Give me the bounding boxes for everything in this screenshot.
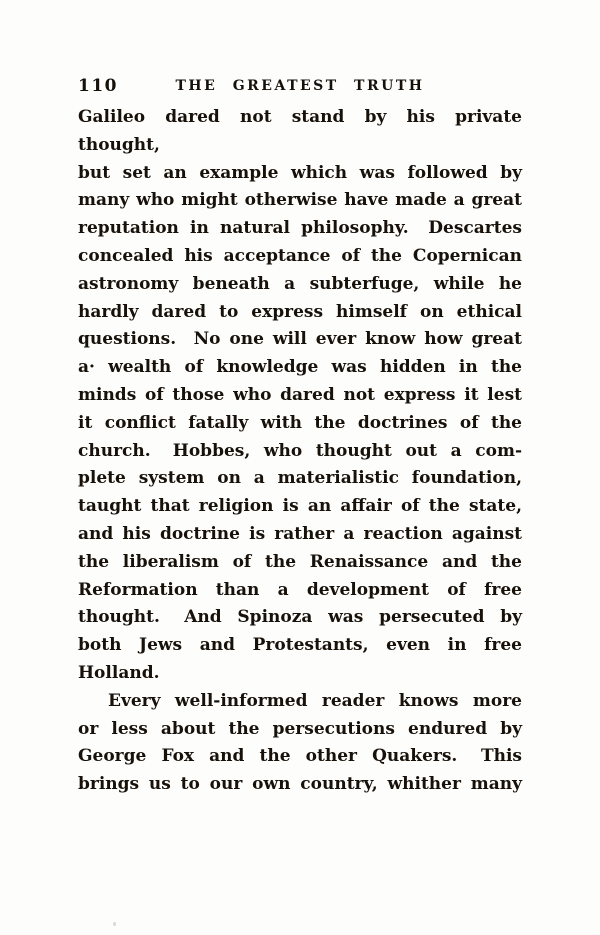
text-line: hardly dared to express himself on ethical xyxy=(78,301,522,322)
text-line: concealed his acceptance of the Copernican xyxy=(78,245,522,266)
text-line: questions. No one will ever know how great xyxy=(78,329,522,350)
text-line: or less about the persecutions endured by xyxy=(78,718,522,739)
page-column xyxy=(78,77,522,799)
text-line: Reformation than a development of free xyxy=(78,579,522,600)
text-line: Galileo dared not stand by his private thought, xyxy=(78,107,522,155)
text-line: Holland. xyxy=(78,662,160,683)
text-line: the liberalism of the Renaissance and the xyxy=(78,551,522,572)
text-line: and his doctrine is rather a reaction against xyxy=(78,523,522,544)
text-line: plete system on a materialistic foundation, xyxy=(78,468,522,489)
text-line: reputation in natural philosophy. Descartes xyxy=(78,218,522,239)
text-line: taught that religion is an affair of the state, xyxy=(78,496,522,517)
text-line: brings us to our own country, whither many xyxy=(78,774,522,795)
running-title: THE GREATEST TRUTH xyxy=(175,78,425,94)
text-line: astronomy beneath a subterfuge, while he xyxy=(78,273,522,294)
text-line: but set an example which was followed by xyxy=(78,162,522,183)
scan-artifact-speck xyxy=(113,922,116,926)
text-line: both Jews and Protestants, even in free xyxy=(78,635,522,656)
text-line: Every well-informed reader knows more xyxy=(108,690,522,711)
text-line: thought. And Spinoza was persecuted by xyxy=(78,607,522,628)
text-line: George Fox and the other Quakers. This xyxy=(78,746,522,767)
text-line: church. Hobbes, who thought out a com- xyxy=(78,440,522,461)
text-line: it conflict fatally with the doctrines of the xyxy=(78,412,522,433)
page-number: 110 xyxy=(78,76,118,96)
running-header xyxy=(78,77,522,95)
text-line: a· wealth of knowledge was hidden in the xyxy=(78,357,522,378)
text-line: many who might otherwise have made a great xyxy=(78,190,522,211)
body-text xyxy=(78,104,522,799)
text-line: minds of those who dared not express it lest xyxy=(78,384,522,405)
